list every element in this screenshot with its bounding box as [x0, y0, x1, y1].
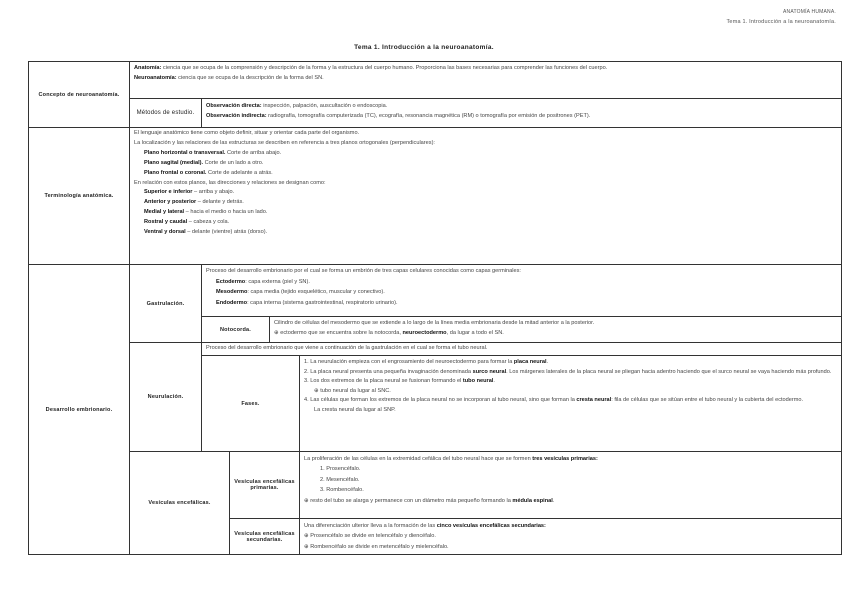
fase-2: 2. La placa neural presenta una pequeña invaginación denominada surco neural. Los márgenes laterales de la placa neural se pliegan hacia adentro haciendo que el surco neural se vaya haciendo más profundo.: [304, 368, 832, 375]
fase-1: 1. La neurulación empieza con el engrosamiento del neuroectodermo para formar la placa neural.: [304, 359, 549, 365]
concepto-label: Concepto de neuroanatomía.: [38, 91, 120, 98]
mesencefalo: 2. Mesencéfalo.: [320, 476, 360, 483]
gastrulacion-intro: Proceso del desarrollo embrionario por el cual se forma un embrión de tres capas celulares conocidas como capas germinales:: [206, 268, 521, 274]
fase-3: 3. Los dos extremos de la placa neural se fusionan formando el tubo neural.: [304, 378, 495, 385]
gastrulacion-label: Gastrulación.: [129, 264, 201, 342]
notocorda-content: [269, 316, 841, 342]
plano-frontal: Plano frontal o coronal. Corte de adelante a atrás.: [144, 169, 273, 176]
rostral-caudal: Rostral y caudal – cabeza y cola.: [144, 219, 230, 226]
neurulacion-label: Neurulación.: [129, 342, 201, 451]
rombencefalo: 3. Rombencéfalo.: [320, 487, 364, 494]
endodermo: Endodermo: capa interna (sistema gastrointestinal, respiratorio urinario).: [216, 299, 398, 306]
anatomia-definition: Anatomía: ciencia que se ocupa de la comprensión y descripción de la forma y la estructura del cuerpo humano. Proporciona las bases necesarias para comprender las funciones del cuerpo.: [134, 65, 608, 71]
vesiculas-label: Vesículas encefálicas.: [129, 451, 229, 554]
mesodermo: Mesodermo: capa media (tejido esquelético, muscular y conectivo).: [216, 289, 385, 295]
concepto-definitions: [129, 62, 841, 98]
fases-label: Fases.: [201, 355, 299, 451]
terminologia-label: Terminología anatómica.: [29, 127, 129, 264]
vesiculas-primarias-content: [299, 451, 841, 518]
ventral-dorsal: Ventral y dorsal – delante (vientre) atrás (dorso).: [144, 229, 268, 236]
prosencefalo: 1. Prosencéfalo.: [320, 466, 361, 473]
topic-header: Tema 1. Introducción a la neuroanatomía.: [726, 19, 836, 25]
prosencefalo-division: ⊕ Prosencéfalo se divide en telencéfalo y diencéfalo.: [304, 533, 436, 540]
terminologia-content: [129, 127, 841, 264]
desarrollo-label: Desarrollo embrionario.: [29, 264, 129, 554]
direcciones-intro: En relación con estos planos, las direcciones y relaciones se designan como:: [134, 179, 326, 186]
gastrulacion-content: [201, 264, 841, 316]
page-title: Tema 1. Introducción a la neuroanatomía.: [354, 44, 494, 51]
metodos-label: Métodos de estudio.: [129, 98, 201, 127]
fase-4-note: La cresta neural da lugar al SNP.: [314, 406, 396, 413]
medial-lateral: Medial y lateral – hacia el medio o hacia un lado.: [144, 209, 268, 216]
outline-table: [28, 61, 842, 555]
notocorda-definition: Cilindro de células del mesodermo que se extiende a lo largo de la línea media embrionaria desde la mitad anterior a la posterior.: [274, 320, 595, 326]
medula-espinal-note: ⊕ resto del tubo se alarga y permanece con un diámetro más pequeño formando la médula espinal.: [304, 497, 555, 504]
vesiculas-secundarias-label: Vesículas encefálicas secundarias.: [229, 518, 299, 554]
vesiculas-primarias-label: Vesículas encefálicas primarias.: [229, 451, 299, 518]
fase-3-note: ⊕ tubo neural da lugar al SNC.: [314, 387, 391, 394]
plano-horizontal: Plano horizontal o transversal. Corte de arriba abajo.: [144, 149, 282, 156]
vesiculas-secundarias-intro: Una diferenciación ulterior lleva a la formación de las cinco vesículas encefálicas secundarias:: [304, 523, 546, 529]
fase-4: 4. Las células que forman los extremos de la placa neural no se incorporan al tubo neural, sino que forman la cresta neural: fila de células que se sitúan entre el tubo neural y la cubierta del ectodermo.: [304, 397, 804, 404]
notocorda-label: Notocorda.: [201, 316, 269, 342]
ectodermo: Ectodermo: capa externa (piel y SN).: [216, 278, 310, 285]
superior-inferior: Superior e inferior – arriba y abajo.: [144, 189, 235, 196]
observacion-indirecta: Observación indirecta: radiografía, tomografía computerizada (TC), ecografía, resonancia magnética (RM) o tomografía por emisión de positrones (PET).: [206, 112, 591, 119]
neurulacion-intro: Proceso del desarrollo embrionario que viene a continuación de la gastrulación en el cual se forma el tubo neural.: [201, 342, 841, 355]
course-header: ANATOMÍA HUMANA.: [782, 9, 836, 15]
terminologia-intro: El lenguaje anatómico tiene como objeto definir, situar y orientar cada parte del organismo.: [134, 130, 360, 136]
rombencefalo-division: ⊕ Rombencéfalo se divide en metencéfalo y mielencéfalo.: [304, 543, 449, 550]
metodos-content: [201, 98, 841, 127]
vesiculas-primarias-intro: La proliferación de las células en la extremidad cefálica del tubo neural hace que se formen tres vesículas primarias:: [304, 456, 598, 462]
neuroanatomia-definition: Neuroanatomía: ciencia que se ocupa de la descripción de la forma del SN.: [134, 74, 324, 81]
planos-intro: La localización y las relaciones de las estructuras se describen en referencia a tres planos ortogonales (perpendiculares):: [134, 139, 435, 146]
fases-content: [299, 355, 841, 451]
plano-sagital: Plano sagital (medial). Corte de un lado a otro.: [144, 159, 264, 166]
observacion-directa: Observación directa: inspección, palpación, auscultación o endoscopia.: [206, 103, 388, 109]
vesiculas-secundarias-content: [299, 518, 841, 554]
anterior-posterior: Anterior y posterior – delante y detrás.: [144, 199, 244, 206]
neuroectodermo-note: ⊕ ectodermo que se encuentra sobre la notocorda, neuroectodermo, da lugar a todo el SN.: [274, 329, 504, 336]
